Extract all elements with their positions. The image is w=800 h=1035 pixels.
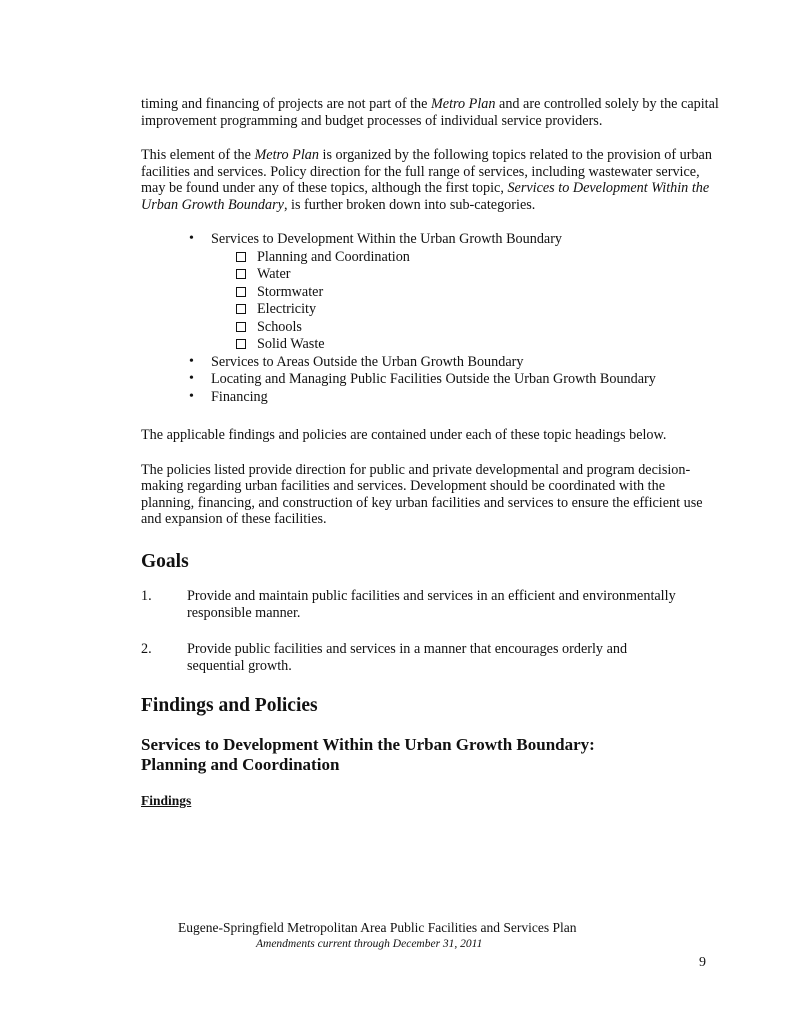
italic-title: Metro Plan bbox=[430, 96, 496, 112]
topic-item: • Locating and Managing Public Facilities Outside the Urban Growth Boundary bbox=[189, 371, 721, 388]
topic-item: • Financing bbox=[189, 389, 721, 406]
subtopic-item: Planning and Coordination bbox=[235, 249, 721, 266]
goal-text: Provide public facilities and services in a manner that encourages orderly and sequential growth. bbox=[187, 641, 628, 674]
italic-title: Metro Plan bbox=[254, 147, 319, 163]
text-run: , is further broken down into sub-categories. bbox=[283, 196, 536, 213]
topic-item: • Services to Areas Outside the Urban Growth Boundary bbox=[189, 354, 721, 371]
paragraph-3: The applicable findings and policies are contained under each of these topic headings below. bbox=[141, 427, 667, 443]
goals-heading: Goals bbox=[141, 550, 189, 572]
topic-item bbox=[189, 231, 721, 353]
page-number: 9 bbox=[699, 955, 706, 970]
text-run: and are controlled solely by the capital improvement programming and budget processes of individual service providers. bbox=[141, 96, 719, 129]
paragraph-4: The policies listed provide direction for public and private developmental and program decision-making regarding urban facilities and services. Development should be coordinated with the planning, financing, and construction of key urban facilities and services to ensure the efficient use and expansion of these facilities. bbox=[141, 461, 703, 527]
page-body bbox=[141, 96, 721, 809]
subtopic-item: Solid Waste bbox=[235, 336, 721, 353]
subheading-line: Planning and Coordination bbox=[141, 754, 340, 774]
text-run: is organized by the following topics related to the provision of urban facilities and services. Policy direction for the full range of services, including wastewater service, may be found under any of these topics, although the first topic, bbox=[141, 147, 712, 196]
findings-policies-heading: Findings and Policies bbox=[141, 695, 318, 716]
section-subheading bbox=[141, 735, 721, 775]
goal-item bbox=[141, 588, 721, 621]
goal-text: Provide and maintain public facilities and services in an efficient and environmentally responsible manner. bbox=[187, 588, 676, 621]
subtopic-item: Stormwater bbox=[235, 284, 721, 301]
subtopic-list bbox=[211, 249, 721, 353]
footer-amendments: Amendments current through December 31, 2011 bbox=[256, 938, 483, 950]
topic-label: Services to Development Within the Urban Growth Boundary bbox=[211, 231, 563, 247]
subtopic-item: Electricity bbox=[235, 301, 721, 318]
subheading-line: Services to Development Within the Urban Growth Boundary: bbox=[141, 734, 595, 754]
italic-topic: Services to Development Within the Urban Growth Boundary bbox=[141, 180, 710, 213]
subtopic-item: Schools bbox=[235, 319, 721, 336]
goal-number: 2. bbox=[141, 641, 152, 657]
goal-number: 1. bbox=[141, 588, 152, 604]
text-run: timing and financing of projects are not part of the bbox=[141, 96, 431, 112]
footer-title: Eugene-Springfield Metropolitan Area Public Facilities and Services Plan bbox=[178, 920, 577, 935]
topic-list bbox=[141, 231, 721, 405]
goal-item bbox=[141, 641, 721, 674]
text-run: This element of the bbox=[141, 147, 255, 163]
intro-paragraph-2 bbox=[141, 147, 721, 213]
intro-paragraph-1 bbox=[141, 96, 721, 129]
subtopic-item: Water bbox=[235, 266, 721, 283]
findings-label: Findings bbox=[141, 792, 192, 808]
